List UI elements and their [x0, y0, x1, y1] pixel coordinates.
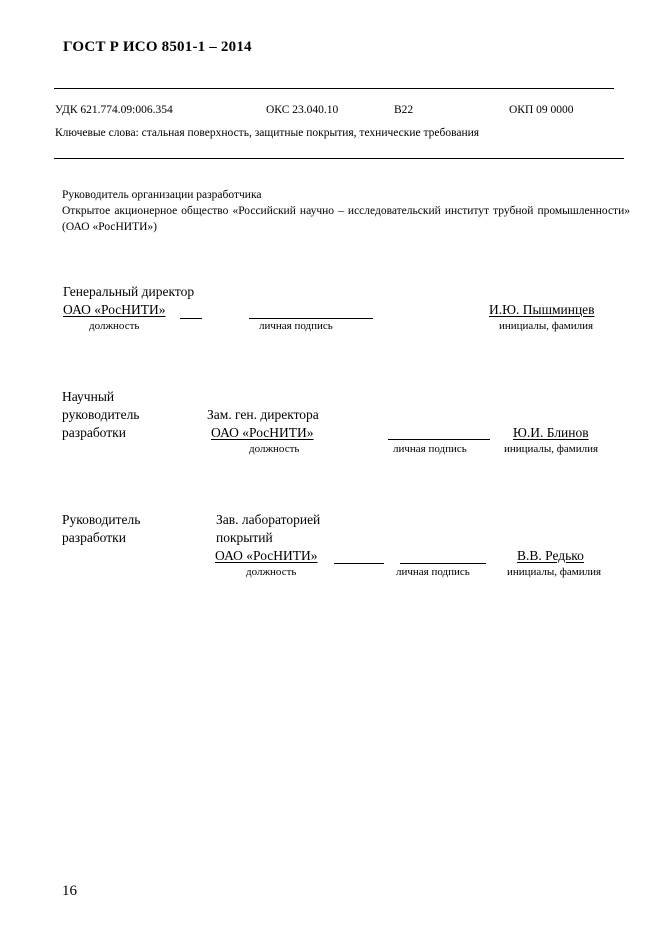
block3-caption-signature: личная подпись [396, 566, 470, 578]
block3-org-underline-tail [334, 563, 384, 564]
block2-org: ОАО «РосНИТИ» [211, 425, 314, 440]
block2-caption-position: должность [249, 443, 300, 455]
block3-role-line2: разработки [62, 530, 126, 545]
bottom-divider [54, 158, 624, 159]
block2-role-line3: разработки [62, 425, 126, 440]
page-number: 16 [62, 883, 77, 899]
block2-role-line2: руководитель [62, 407, 140, 422]
block1-signature-line [249, 318, 373, 319]
block1-org: ОАО «РосНИТИ» [63, 302, 166, 317]
block3-role-line1: Руководитель [62, 512, 141, 527]
block3-org: ОАО «РосНИТИ» [215, 548, 318, 563]
block3-signature-line [400, 563, 486, 564]
block3-position-line1: Зав. лабораторией [216, 512, 321, 527]
block2-position: Зам. ген. директора [207, 407, 319, 422]
block2-caption-signature: личная подпись [393, 443, 467, 455]
udk-code: УДК 621.774.09:006.354 [55, 104, 173, 116]
block1-org-underline-tail [180, 318, 202, 319]
block1-caption-position: должность [89, 320, 140, 332]
block1-name: И.Ю. Пышминцев [489, 302, 595, 317]
block2-caption-name: инициалы, фамилия [504, 443, 599, 455]
block3-caption-position: должность [246, 566, 297, 578]
top-divider [54, 88, 614, 89]
developer-heading: Руководитель организации разработчика [62, 189, 262, 201]
document-title: ГОСТ Р ИСО 8501-1 – 2014 [63, 39, 252, 55]
oks-code: ОКС 23.040.10 [266, 104, 339, 116]
block3-caption-name: инициалы, фамилия [507, 566, 602, 578]
block1-caption-signature: личная подпись [259, 320, 333, 332]
block2-role-line1: Научный [62, 389, 115, 404]
block2-name: Ю.И. Блинов [513, 425, 589, 440]
block3-name: В.В. Редько [517, 548, 584, 563]
developer-organization: Открытое акционерное общество «Российский научно – исследовательский институт трубной промышленности» (ОАО «РосНИТИ») [62, 205, 630, 233]
block1-caption-name: инициалы, фамилия [499, 320, 594, 332]
block2-signature-line [388, 439, 490, 440]
okp-code: ОКП 09 0000 [509, 104, 574, 116]
block1-position: Генеральный директор [63, 284, 195, 299]
category-code: В22 [394, 104, 414, 116]
block3-position-line2: покрытий [216, 530, 273, 545]
keywords-line: Ключевые слова: стальная поверхность, защитные покрытия, технические требования [55, 127, 480, 139]
